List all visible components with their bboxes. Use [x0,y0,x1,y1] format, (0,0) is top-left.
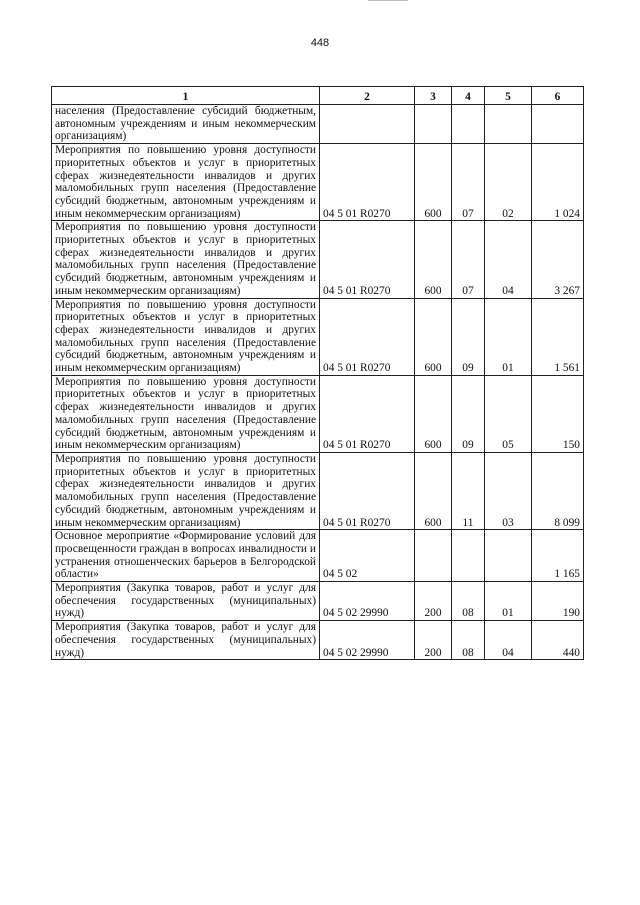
row-subsection: 02 [485,144,532,221]
row-amount [532,105,584,144]
row-section: 08 [452,582,485,621]
row-expense-type: 600 [415,144,452,221]
table-row [52,375,584,452]
table-row [52,221,584,298]
table-header-row [52,87,584,105]
row-subsection: 01 [485,582,532,621]
row-section: 07 [452,144,485,221]
row-name: Мероприятия (Закупка товаров, работ и услуг для обеспечения государственных (муниципальных) нужд) [52,621,320,660]
row-code [320,105,415,144]
table-row [52,452,584,529]
row-expense-type: 600 [415,221,452,298]
row-expense-type: 600 [415,375,452,452]
row-expense-type: 200 [415,582,452,621]
budget-table [51,86,584,660]
row-subsection: 03 [485,452,532,529]
row-section [452,105,485,144]
row-amount: 8 099 [532,452,584,529]
table-row [52,582,584,621]
row-amount: 190 [532,582,584,621]
row-code: 04 5 01 R0270 [320,144,415,221]
row-amount: 3 267 [532,221,584,298]
header-col-4: 4 [452,87,485,105]
row-expense-type: 600 [415,298,452,375]
row-expense-type: 600 [415,452,452,529]
row-name: Мероприятия по повышению уровня доступности приоритетных объектов и услуг в приоритетных сферах жизнедеятельности инвалидов и других маломобильных групп населения (Предоставление субсидий бюджетным, автономным учреждениям и иным некоммерческим организациям) [52,144,320,221]
row-name: Мероприятия по повышению уровня доступности приоритетных объектов и услуг в приоритетных сферах жизнедеятельности инвалидов и других маломобильных групп населения (Предоставление субсидий бюджетным, автономным учреждениям и иным некоммерческим организациям) [52,375,320,452]
row-name: Основное мероприятие «Формирование условий для просвещенности граждан в вопросах инвалидности и устранения отношенческих барьеров в Белгородской области» [52,530,320,582]
row-section: 09 [452,375,485,452]
row-amount: 1 024 [532,144,584,221]
table-row [52,621,584,660]
row-subsection: 04 [485,221,532,298]
row-code: 04 5 01 R0270 [320,452,415,529]
row-expense-type [415,530,452,582]
header-col-5: 5 [485,87,532,105]
scan-mark [368,0,408,1]
row-code: 04 5 02 29990 [320,582,415,621]
row-code: 04 5 02 [320,530,415,582]
header-col-3: 3 [415,87,452,105]
row-amount: 1 165 [532,530,584,582]
row-subsection: 05 [485,375,532,452]
row-code: 04 5 01 R0270 [320,375,415,452]
row-amount: 440 [532,621,584,660]
header-col-6: 6 [532,87,584,105]
row-section [452,530,485,582]
row-name: Мероприятия (Закупка товаров, работ и услуг для обеспечения государственных (муниципальных) нужд) [52,582,320,621]
row-amount: 150 [532,375,584,452]
row-name: населения (Предоставление субсидий бюджетным, автономным учреждениям и иным некоммерческим организациям) [52,105,320,144]
row-code: 04 5 01 R0270 [320,221,415,298]
row-subsection: 01 [485,298,532,375]
row-expense-type: 200 [415,621,452,660]
row-expense-type [415,105,452,144]
header-col-2: 2 [320,87,415,105]
row-section: 09 [452,298,485,375]
page-number: 448 [310,37,330,49]
row-section: 08 [452,621,485,660]
row-subsection [485,105,532,144]
row-name: Мероприятия по повышению уровня доступности приоритетных объектов и услуг в приоритетных сферах жизнедеятельности инвалидов и других маломобильных групп населения (Предоставление субсидий бюджетным, автономным учреждениям и иным некоммерческим организациям) [52,221,320,298]
row-amount: 1 561 [532,298,584,375]
header-col-1: 1 [52,87,320,105]
row-section: 11 [452,452,485,529]
table-row [52,105,584,144]
row-code: 04 5 02 29990 [320,621,415,660]
row-name: Мероприятия по повышению уровня доступности приоритетных объектов и услуг в приоритетных сферах жизнедеятельности инвалидов и других маломобильных групп населения (Предоставление субсидий бюджетным, автономным учреждениям и иным некоммерческим организациям) [52,298,320,375]
row-name: Мероприятия по повышению уровня доступности приоритетных объектов и услуг в приоритетных сферах жизнедеятельности инвалидов и других маломобильных групп населения (Предоставление субсидий бюджетным, автономным учреждениям и иным некоммерческим организациям) [52,452,320,529]
row-subsection: 04 [485,621,532,660]
row-subsection [485,530,532,582]
row-code: 04 5 01 R0270 [320,298,415,375]
table-row [52,530,584,582]
table-row [52,144,584,221]
row-section: 07 [452,221,485,298]
table-row [52,298,584,375]
